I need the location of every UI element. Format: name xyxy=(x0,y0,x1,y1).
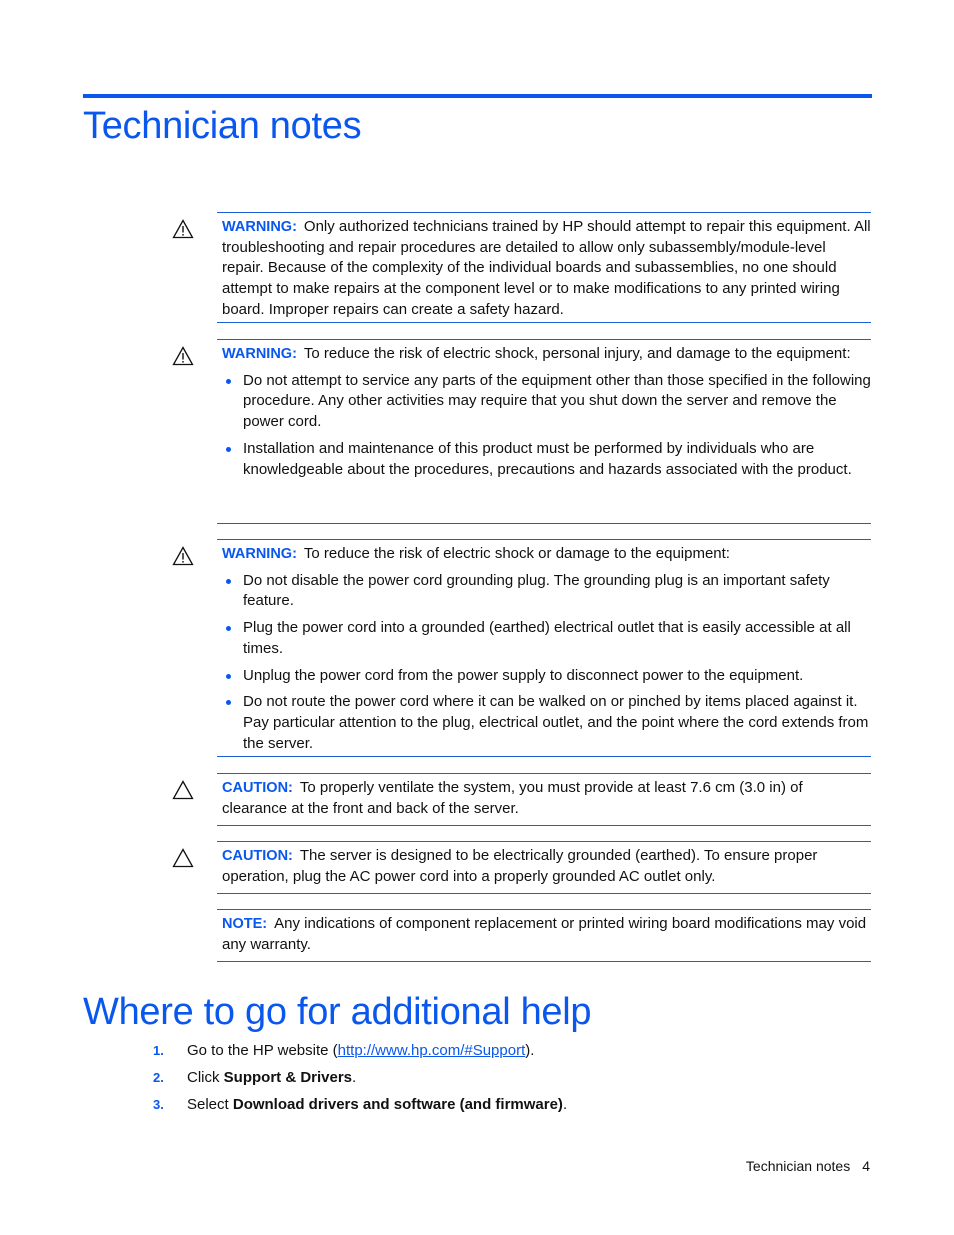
warning-icon xyxy=(172,219,194,239)
warning-icon xyxy=(172,546,194,566)
bullet-icon xyxy=(226,700,231,705)
footer-title: Technician notes xyxy=(745,1158,851,1174)
note-notice-warranty xyxy=(217,909,871,962)
warning-icon xyxy=(172,346,194,366)
notice-text: Any indications of component replacement or printed wiring board modifications may void any warranty. xyxy=(222,915,867,953)
step-item: 1. Go to the HP website (http://www.hp.com/#Support). xyxy=(153,1042,535,1059)
support-drivers-label: Support & Drivers xyxy=(223,1069,353,1086)
bullet-list xyxy=(222,371,871,481)
bullet-icon xyxy=(226,626,231,631)
page-title: Technician notes xyxy=(83,105,362,147)
page-number: 4 xyxy=(862,1158,870,1174)
caution-label: CAUTION: xyxy=(222,780,293,796)
list-item: Plug the power cord into a grounded (earthed) electrical outlet that is easily accessible at all times. xyxy=(222,618,871,659)
notice-text: To reduce the risk of electric shock, personal injury, and damage to the equipment: xyxy=(303,345,851,362)
caution-label: CAUTION: xyxy=(222,848,293,864)
warning-label: WARNING: xyxy=(222,346,297,362)
step-item: 2. Click Support & Drivers. xyxy=(153,1069,357,1086)
caution-notice-grounding xyxy=(217,841,871,894)
bullet-list xyxy=(222,571,871,755)
list-item: Do not disable the power cord grounding plug. The grounding plug is an important safety feature. xyxy=(222,571,871,612)
warning-notice-shock-injury xyxy=(217,339,871,524)
step-number: 3. xyxy=(153,1097,164,1112)
bullet-icon xyxy=(226,579,231,584)
hp-support-link[interactable]: http://www.hp.com/#Support xyxy=(337,1042,526,1059)
list-item: Installation and maintenance of this product must be performed by individuals who are knowledgeable about the procedures, precautions and hazards associated with the product. xyxy=(222,439,871,480)
note-label: NOTE: xyxy=(222,916,268,932)
bullet-icon xyxy=(226,379,231,384)
list-item: Do not attempt to service any parts of the equipment other than those specified in the following procedure. Any other activities may require that you shut down the server and remove the power cord. xyxy=(222,371,871,433)
notice-text: Only authorized technicians trained by HP should attempt to repair this equipment. All troubleshooting and repair procedures are detailed to allow only subassembly/module-level repair. Because of the complexity of the individual boards and subassemblies, no one should attempt to make repairs at the component level or to make modifications to any printed wiring board. Improper repairs can create a safety hazard. xyxy=(222,218,871,318)
step-item: 3. Select Download drivers and software (and firmware). xyxy=(153,1096,568,1113)
warning-label: WARNING: xyxy=(222,546,297,562)
warning-label: WARNING: xyxy=(222,219,297,235)
notice-text: The server is designed to be electrically grounded (earthed). To ensure proper operation, plug the AC power cord into a properly grounded AC outlet only. xyxy=(222,847,818,885)
download-drivers-label: Download drivers and software (and firmware) xyxy=(232,1096,563,1113)
steps-list xyxy=(153,1041,853,1122)
caution-icon xyxy=(172,780,194,800)
warning-notice-power-cord xyxy=(217,539,871,757)
bullet-icon xyxy=(226,447,231,452)
step-number: 2. xyxy=(153,1070,164,1085)
section-title-additional-help: Where to go for additional help xyxy=(83,991,592,1033)
caution-notice-ventilation xyxy=(217,773,871,826)
caution-icon xyxy=(172,848,194,868)
warning-notice-authorized xyxy=(217,212,871,323)
step-number: 1. xyxy=(153,1043,164,1058)
page-footer xyxy=(746,1158,870,1174)
list-item: Unplug the power cord from the power supply to disconnect power to the equipment. xyxy=(222,666,871,687)
notice-text: To reduce the risk of electric shock or damage to the equipment: xyxy=(303,545,730,562)
list-item: Do not route the power cord where it can be walked on or pinched by items placed against it. Pay particular attention to the plug, electrical outlet, and the point where the cord extends from the server. xyxy=(222,692,871,754)
bullet-icon xyxy=(226,674,231,679)
section-top-rule xyxy=(83,94,872,98)
notice-text: To properly ventilate the system, you must provide at least 7.6 cm (3.0 in) of clearance at the front and back of the server. xyxy=(222,779,803,817)
